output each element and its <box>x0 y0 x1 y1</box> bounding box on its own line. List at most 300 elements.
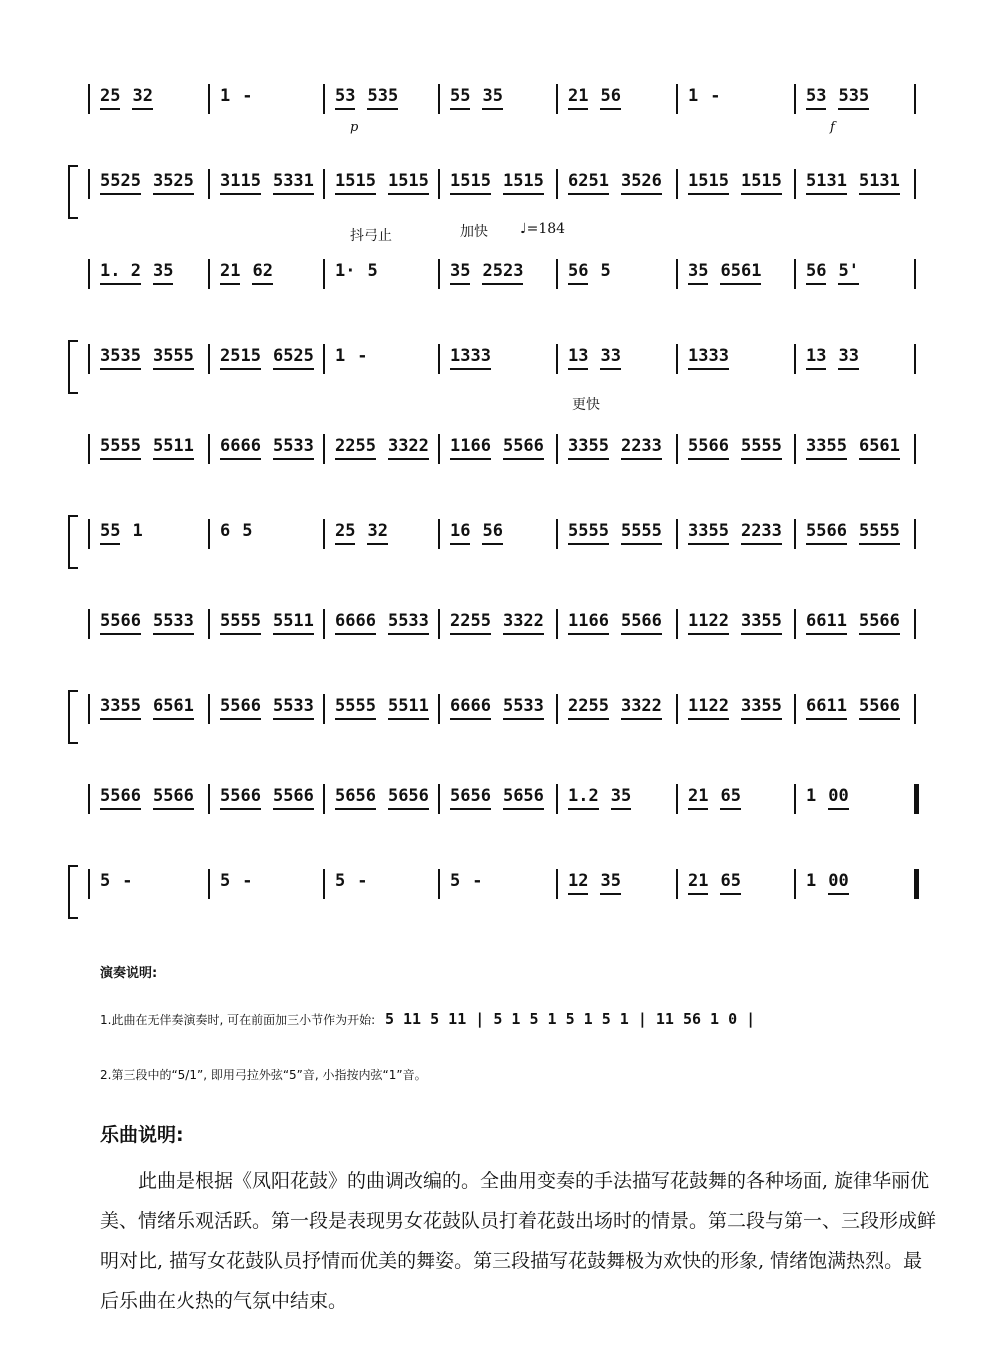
measure <box>806 521 900 545</box>
barline <box>88 259 90 289</box>
system-brace <box>68 340 78 394</box>
note-group: 1· <box>335 261 356 281</box>
note-group: 16 <box>450 521 470 545</box>
note-group: 5511 <box>153 436 194 460</box>
note-group: 65 <box>720 871 740 895</box>
barline <box>323 259 325 289</box>
note-group: 5 <box>242 521 253 541</box>
upper-part <box>88 605 940 645</box>
note-group: 2255 <box>450 611 491 635</box>
barline <box>323 784 325 814</box>
note-group: 6561 <box>153 696 194 720</box>
note-group: - <box>472 871 483 891</box>
note-group: 5566 <box>273 786 314 810</box>
barline <box>794 869 796 899</box>
lower-part <box>88 165 940 205</box>
barline <box>914 84 916 114</box>
note-group: 5131 <box>859 171 900 195</box>
performance-notes <box>100 962 940 1082</box>
measure <box>335 696 429 720</box>
note-group: 56 <box>600 86 620 110</box>
note-group: 5566 <box>688 436 729 460</box>
performance-note-1 <box>100 1010 755 1028</box>
barline <box>438 169 440 199</box>
note-group: 5656 <box>450 786 491 810</box>
barline <box>88 434 90 464</box>
note-group: 6561 <box>859 436 900 460</box>
measure <box>806 171 900 195</box>
tempo-mark: 抖弓止 <box>350 228 392 244</box>
measure <box>220 611 314 635</box>
note-group: 1515 <box>335 171 376 195</box>
note-group: 3322 <box>503 611 544 635</box>
measure <box>806 611 900 635</box>
upper-part <box>88 430 940 470</box>
tempo-mark: 更快 <box>572 397 600 413</box>
barline <box>323 609 325 639</box>
note-group: 5656 <box>335 786 376 810</box>
measure <box>450 871 483 891</box>
barline <box>88 694 90 724</box>
measure <box>806 871 849 895</box>
score-system <box>60 80 940 220</box>
measure <box>568 786 631 810</box>
barline <box>88 169 90 199</box>
barline <box>323 869 325 899</box>
barline <box>556 344 558 374</box>
note-group: 5566 <box>153 786 194 810</box>
barline <box>88 344 90 374</box>
measure <box>220 86 253 106</box>
barline <box>676 869 678 899</box>
barline <box>208 84 210 114</box>
note-group: 3115 <box>220 171 261 195</box>
note-group: 6561 <box>720 261 761 285</box>
note-group: 3525 <box>153 171 194 195</box>
barline <box>556 434 558 464</box>
note-group: 3355 <box>688 521 729 545</box>
system-brace <box>68 165 78 219</box>
measure <box>335 871 368 891</box>
barline <box>794 784 796 814</box>
barline <box>556 259 558 289</box>
note-group: 5' <box>838 261 858 285</box>
note-group: 55 <box>100 521 120 545</box>
note-group: 1515 <box>388 171 429 195</box>
music-explanation <box>100 1120 940 1321</box>
note-group: 1166 <box>450 436 491 460</box>
lower-part <box>88 690 940 730</box>
performance-note-1-notation: 5 11 5 11 | 5 1 5 1 5 1 5 1 | 11 56 1 0 | <box>384 1010 756 1028</box>
lower-part <box>88 340 940 380</box>
barline <box>676 259 678 289</box>
barline <box>208 344 210 374</box>
note-group: 5533 <box>503 696 544 720</box>
barline <box>794 694 796 724</box>
measure <box>335 786 429 810</box>
measure <box>688 871 741 895</box>
barline <box>88 84 90 114</box>
note-group: 5533 <box>388 611 429 635</box>
measure <box>100 346 194 370</box>
measure <box>335 171 429 195</box>
note-group: 5 <box>600 261 611 281</box>
barline <box>208 609 210 639</box>
note-group: 5511 <box>388 696 429 720</box>
barline <box>676 519 678 549</box>
music-explanation-heading: 乐曲说明: <box>100 1124 184 1146</box>
note-group: 6611 <box>806 611 847 635</box>
barline <box>438 784 440 814</box>
measure <box>220 346 314 370</box>
score-system <box>60 605 940 745</box>
note-group: 5566 <box>806 521 847 545</box>
note-group: 1122 <box>688 611 729 635</box>
barline <box>208 434 210 464</box>
note-group: 1 <box>688 86 699 106</box>
barline <box>323 84 325 114</box>
note-group: 535 <box>838 86 869 110</box>
barline <box>676 694 678 724</box>
barline <box>794 259 796 289</box>
barline <box>208 519 210 549</box>
tempo-mark: 加快 <box>460 224 488 240</box>
note-group: 1122 <box>688 696 729 720</box>
measure <box>335 86 398 110</box>
measure <box>688 436 782 460</box>
measure <box>688 611 782 635</box>
note-group: 32 <box>367 521 387 545</box>
barline <box>676 609 678 639</box>
barline <box>208 869 210 899</box>
measure <box>100 786 194 810</box>
barline <box>438 694 440 724</box>
note-group: 3535 <box>100 346 141 370</box>
upper-part <box>88 255 940 295</box>
measure <box>220 696 314 720</box>
measure <box>100 436 194 460</box>
note-group: 2255 <box>335 436 376 460</box>
measure <box>568 871 621 895</box>
note-group: 3355 <box>741 696 782 720</box>
note-group: 32 <box>132 86 152 110</box>
note-group: 5 <box>367 261 378 281</box>
note-group: 1515 <box>450 171 491 195</box>
measure <box>100 521 143 545</box>
note-group: 2255 <box>568 696 609 720</box>
barline <box>676 84 678 114</box>
note-group: 3555 <box>153 346 194 370</box>
note-group: 55 <box>450 86 470 110</box>
measure <box>450 611 544 635</box>
measure <box>335 611 429 635</box>
measure <box>450 346 491 370</box>
barline <box>556 869 558 899</box>
barline <box>323 169 325 199</box>
measure <box>568 521 662 545</box>
barline <box>794 434 796 464</box>
note-group: 33 <box>600 346 620 370</box>
system-brace <box>68 515 78 569</box>
note-group: 5566 <box>220 696 261 720</box>
note-group: 3355 <box>568 436 609 460</box>
note-group: 5511 <box>273 611 314 635</box>
measure <box>688 786 741 810</box>
note-group: - <box>357 346 368 366</box>
note-group: 1 <box>132 521 143 541</box>
note-group: 3355 <box>100 696 141 720</box>
measure <box>688 521 782 545</box>
barline <box>676 344 678 374</box>
measure <box>100 86 153 110</box>
measure <box>568 261 611 285</box>
measure <box>100 261 173 285</box>
dynamic-mark: p <box>350 120 359 135</box>
measure <box>100 871 133 891</box>
measure <box>335 346 368 366</box>
barline <box>914 259 916 289</box>
note-group: 56 <box>568 261 588 285</box>
note-group: 5566 <box>621 611 662 635</box>
barline <box>208 169 210 199</box>
note-group: 35 <box>153 261 173 285</box>
measure <box>568 696 662 720</box>
note-group: 2523 <box>482 261 523 285</box>
note-group: 2515 <box>220 346 261 370</box>
note-group: 00 <box>828 871 848 895</box>
note-group: 5555 <box>568 521 609 545</box>
note-group: 5566 <box>100 611 141 635</box>
measure <box>450 786 544 810</box>
barline <box>914 434 916 464</box>
note-group: 1 <box>220 86 231 106</box>
note-group: 5566 <box>859 696 900 720</box>
barline <box>208 694 210 724</box>
score-system <box>60 221 940 395</box>
tempo-mark: ♩=184 <box>520 221 566 237</box>
barline <box>556 609 558 639</box>
note-group: 5131 <box>806 171 847 195</box>
measure <box>688 696 782 720</box>
note-group: 12 <box>568 871 588 895</box>
note-group: 1 <box>806 786 817 806</box>
note-group: 6525 <box>273 346 314 370</box>
barline <box>323 519 325 549</box>
note-group: 21 <box>568 86 588 110</box>
measure <box>568 346 621 370</box>
barline <box>914 869 919 899</box>
note-group: 6251 <box>568 171 609 195</box>
note-group: 56 <box>806 261 826 285</box>
note-group: 21 <box>220 261 240 285</box>
barline <box>556 784 558 814</box>
note-group: 5331 <box>273 171 314 195</box>
note-group: 5656 <box>388 786 429 810</box>
barline <box>438 344 440 374</box>
note-group: 1 <box>335 346 346 366</box>
note-group: 3322 <box>388 436 429 460</box>
system-brace <box>68 690 78 744</box>
measure <box>568 611 662 635</box>
barline <box>676 784 678 814</box>
measure <box>450 86 503 110</box>
note-group: 25 <box>100 86 120 110</box>
measure <box>450 171 544 195</box>
score-system <box>60 397 940 570</box>
measure <box>220 786 314 810</box>
measure <box>220 871 253 891</box>
barline <box>88 609 90 639</box>
measure <box>220 436 314 460</box>
note-group: 1333 <box>450 346 491 370</box>
note-group: 5555 <box>859 521 900 545</box>
measure <box>335 261 378 281</box>
barline <box>88 784 90 814</box>
note-group: - <box>357 871 368 891</box>
note-group: 5 <box>100 871 111 891</box>
barline <box>208 784 210 814</box>
barline <box>323 344 325 374</box>
barline <box>914 784 919 814</box>
note-group: 6666 <box>450 696 491 720</box>
barline <box>438 609 440 639</box>
barline <box>676 169 678 199</box>
note-group: 25 <box>335 521 355 545</box>
measure <box>688 346 729 370</box>
note-group: 5566 <box>100 786 141 810</box>
barline <box>438 869 440 899</box>
music-explanation-text: 此曲是根据《凤阳花鼓》的曲调改编的。全曲用变奏的手法描写花鼓舞的各种场面, 旋律华丽优美、情绪乐观活跃。第一段是表现男女花鼓队员打着花鼓出场时的情景。第二段与第一、三段形成鲜明对比, 描写女花鼓队员抒情而优美的舞姿。第三段描写花鼓舞极为欢快的形象, 情绪饱满热烈。最后乐曲在火热的气氛中结束。 <box>100 1170 937 1312</box>
dynamic-mark: f <box>830 120 835 135</box>
note-group: 5525 <box>100 171 141 195</box>
barline <box>323 434 325 464</box>
barline <box>438 259 440 289</box>
barline <box>208 259 210 289</box>
note-group: 1333 <box>688 346 729 370</box>
measure <box>450 696 544 720</box>
upper-part <box>88 80 940 120</box>
note-group: 13 <box>568 346 588 370</box>
measure <box>806 346 859 370</box>
barline <box>794 519 796 549</box>
measure <box>220 521 253 541</box>
note-group: 1515 <box>503 171 544 195</box>
barline <box>794 609 796 639</box>
barline <box>88 869 90 899</box>
measure <box>100 611 194 635</box>
measure <box>450 261 523 285</box>
note-group: 62 <box>252 261 272 285</box>
barline <box>556 519 558 549</box>
note-group: 35 <box>482 86 502 110</box>
note-group: 5533 <box>273 696 314 720</box>
note-group: 3355 <box>806 436 847 460</box>
note-group: 5566 <box>220 786 261 810</box>
note-group: - <box>242 86 253 106</box>
measure <box>568 171 662 195</box>
note-group: 5555 <box>100 436 141 460</box>
note-group: 6611 <box>806 696 847 720</box>
performance-note-1-text: 1.此曲在无伴奏演奏时, 可在前面加三小节作为开始: <box>100 1013 376 1027</box>
note-group: 5 <box>335 871 346 891</box>
lower-part <box>88 865 940 905</box>
measure <box>688 171 782 195</box>
upper-part <box>88 780 940 820</box>
note-group: 6666 <box>335 611 376 635</box>
measure <box>100 171 194 195</box>
note-group: 5 <box>220 871 231 891</box>
note-group: 00 <box>828 786 848 810</box>
measure <box>100 696 194 720</box>
measure <box>568 86 621 110</box>
note-group: 35 <box>611 786 631 810</box>
barline <box>438 434 440 464</box>
barline <box>556 84 558 114</box>
barline <box>438 519 440 549</box>
barline <box>794 169 796 199</box>
measure <box>335 521 388 545</box>
note-group: 21 <box>688 786 708 810</box>
note-group: 2233 <box>741 521 782 545</box>
measure <box>806 261 859 285</box>
note-group: 1.2 <box>568 786 599 810</box>
note-group: 5555 <box>220 611 261 635</box>
note-group: 5566 <box>859 611 900 635</box>
note-group: 2233 <box>621 436 662 460</box>
note-group: 35 <box>688 261 708 285</box>
measure <box>806 436 900 460</box>
note-group: 535 <box>367 86 398 110</box>
measure <box>568 436 662 460</box>
note-group: - <box>242 871 253 891</box>
barline <box>914 694 916 724</box>
note-group: 1166 <box>568 611 609 635</box>
system-brace <box>68 865 78 919</box>
measure <box>806 696 900 720</box>
note-group: 1. 2 <box>100 261 141 285</box>
note-group: 5555 <box>741 436 782 460</box>
barline <box>794 84 796 114</box>
note-group: 6666 <box>220 436 261 460</box>
barline <box>323 694 325 724</box>
note-group: 5656 <box>503 786 544 810</box>
note-group: 13 <box>806 346 826 370</box>
barline <box>914 169 916 199</box>
note-group: 1515 <box>741 171 782 195</box>
barline <box>676 434 678 464</box>
measure <box>450 436 544 460</box>
barline <box>914 609 916 639</box>
note-group: 3526 <box>621 171 662 195</box>
note-group: 5533 <box>153 611 194 635</box>
note-group: 33 <box>838 346 858 370</box>
performance-note-2: 2.第三段中的“5/1”, 即用弓拉外弦“5”音, 小指按内弦“1”音。 <box>100 1068 427 1082</box>
note-group: - <box>122 871 133 891</box>
note-group: 21 <box>688 871 708 895</box>
note-group: - <box>710 86 721 106</box>
measure <box>688 86 721 106</box>
measure <box>450 521 503 545</box>
barline <box>556 169 558 199</box>
note-group: 5555 <box>621 521 662 545</box>
note-group: 53 <box>806 86 826 110</box>
measure <box>688 261 761 285</box>
measure <box>335 436 429 460</box>
note-group: 53 <box>335 86 355 110</box>
barline <box>914 344 916 374</box>
barline <box>556 694 558 724</box>
lower-part <box>88 515 940 555</box>
